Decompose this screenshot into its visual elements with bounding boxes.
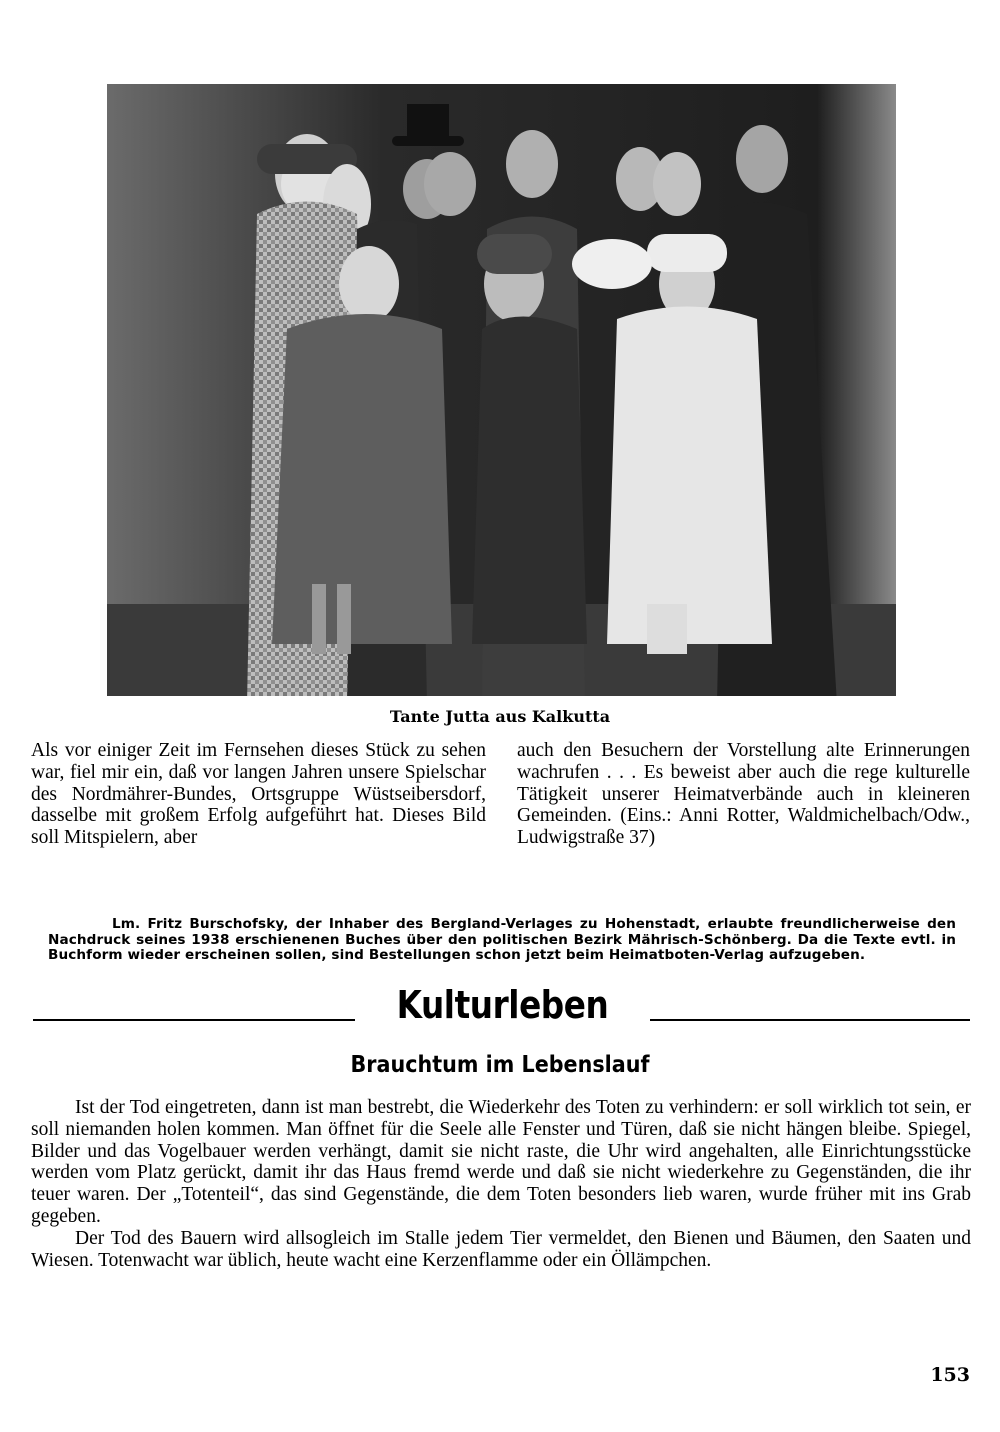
group-photo-image: [107, 84, 896, 696]
section-title: Kulturleben: [396, 983, 609, 1027]
page-number: 153: [930, 1364, 970, 1386]
body-paragraph: Der Tod des Bauern wird allsogleich im Stalle jedem Tier vermeldet, den Bienen und Bäumen, den Saaten und Wiesen. Totenwacht war üblich, heute wacht eine Kerzenflamme oder ein Öllämpchen.: [31, 1227, 971, 1271]
group-photo: [107, 84, 896, 696]
body-paragraph: Ist der Tod eingetreten, dann ist man bestrebt, die Wiederkehr des Toten zu verhindern: er soll wirklich tot sein, er soll niemanden holen kommen. Man öffnet für die Seele alle Fenster und Türen, daß sie nicht hängen bleibe. Spiegel, Bilder und das Vogelbauer werden verhängt, damit sie nicht raste, die Uhr wird angehalten, alle Einrichtungsstücke werden vom Platz gerückt, damit ihr das Haus fremd werde und daß sie nicht wiederkehre zu Gegenständen, die ihr teuer waren. Der „Totenteil“, das sind Gegenstände, die dem Toten besonders lieb waren, wurde früher mit ins Grab gegeben.: [31, 1097, 971, 1227]
section-subtitle: Brauchtum im Lebenslauf: [350, 1052, 650, 1078]
section-rule-left: [33, 1019, 355, 1021]
article-right-column: [517, 740, 970, 849]
article-left-text: Als vor einiger Zeit im Fernsehen dieses Stück zu sehen war, fiel mir ein, daß vor langen Jahren unsere Spielschar des Nordmährer-Bundes, Ortsgruppe Wüstseibersdorf, dasselbe mit großem Erfolg aufgeführt hat. Dieses Bild soll Mitspielern, aber: [31, 740, 486, 849]
section-rule-right: [650, 1019, 970, 1021]
photo-caption: Tante Jutta aus Kalkutta: [389, 707, 611, 726]
article-left-column: [31, 740, 486, 849]
section-body: [31, 1097, 971, 1271]
article-right-text: auch den Besuchern der Vorstellung alte Erinnerungen wachrufen . . . Es beweist aber auch die rege kulturelle Tätigkeit unserer Heimatverbände auch in kleineren Gemeinden. (Eins.: Anni Rotter, Waldmichelbach/Odw., Ludwigstraße 37): [517, 740, 970, 849]
publisher-notice: Lm. Fritz Burschofsky, der Inhaber des Bergland-Verlages zu Hohenstadt, erlaubte freundlicherweise den Nachdruck seines 1938 erschienenen Buches über den politischen Bezirk Mährisch-Schönberg. Da die Texte evtl. in Buchform wieder erscheinen sollen, sind Bestellungen schon jetzt beim Heimatboten-Verlag aufzugeben.: [48, 916, 956, 964]
